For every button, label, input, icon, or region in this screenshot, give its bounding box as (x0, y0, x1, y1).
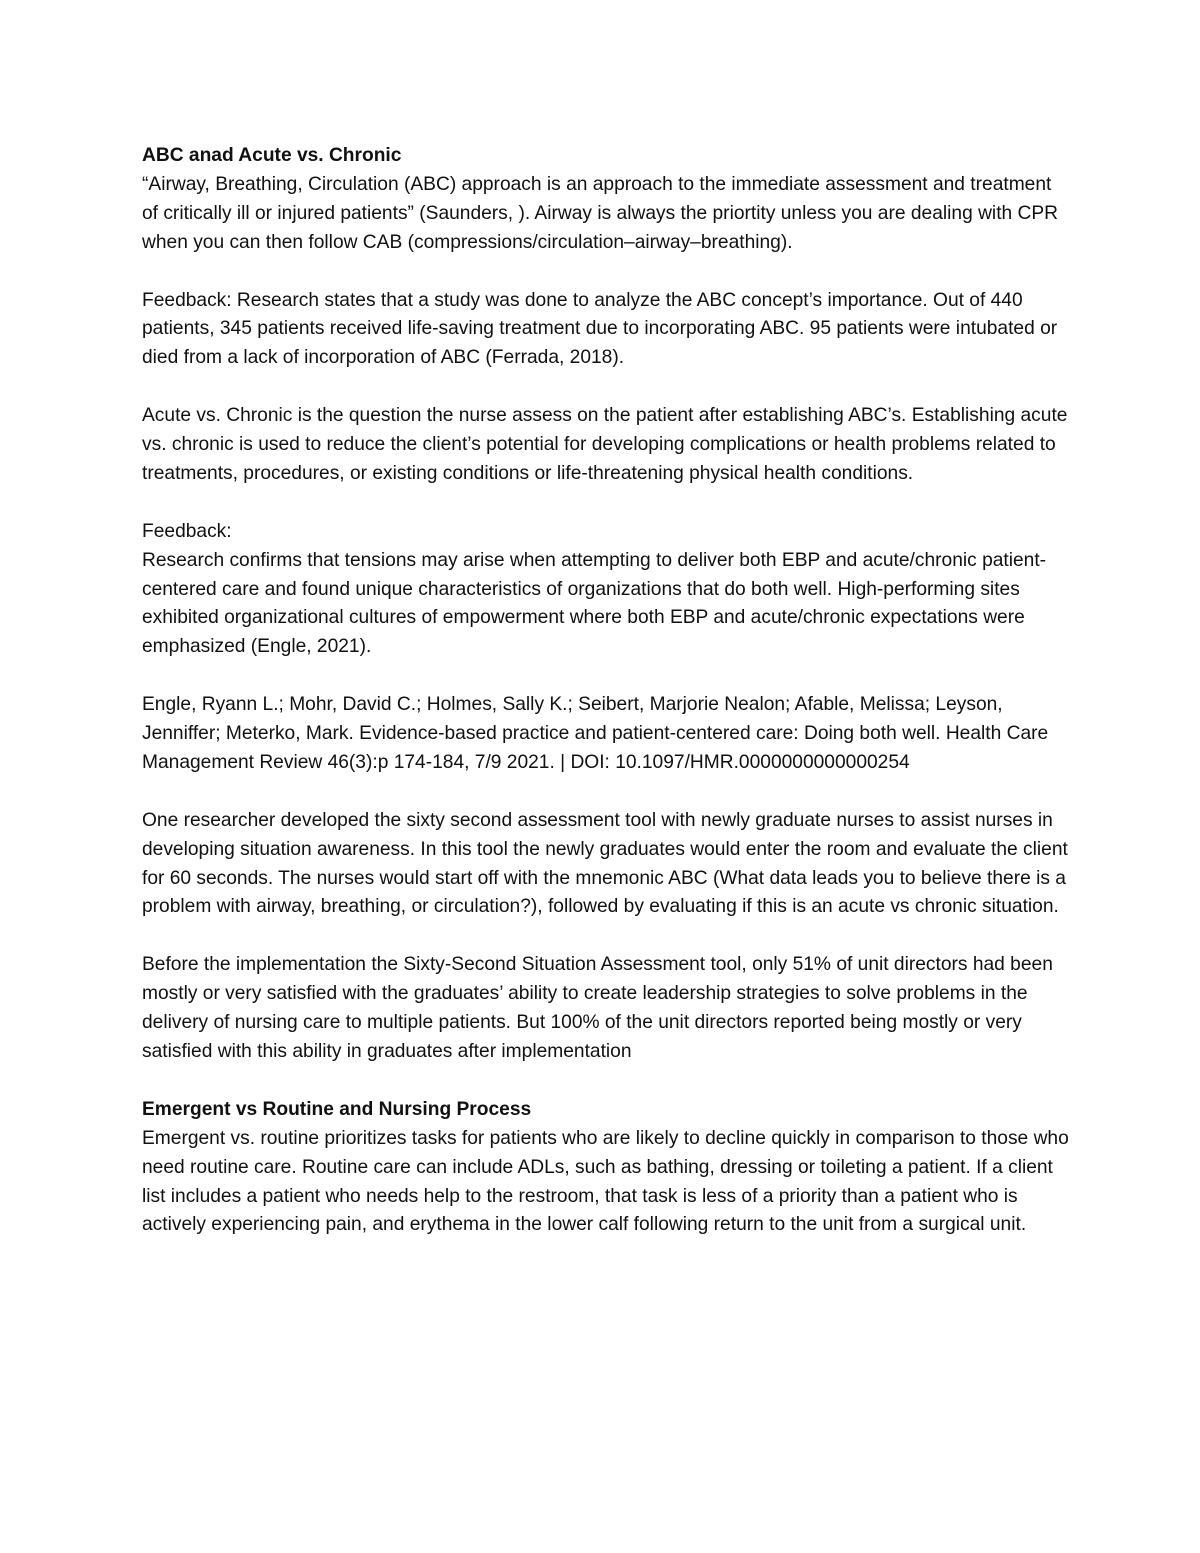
emergent-routine-paragraph: Emergent vs. routine prioritizes tasks for patients who are likely to decline quickly in comparison to those who need routine care. Routine care can include ADLs, such as bathing, dressing or toileting a patient. If a client list includes a patient who needs help to the restroom, that task is less of a priority than a patient who is actively experiencing pain, and erythema in the lower calf following return to the unit from a surgical unit. (142, 1127, 1069, 1236)
sixty-second-tool-paragraph: One researcher developed the sixty second assessment tool with newly graduate nurses to assist nurses in developing situation awareness. In this tool the newly graduates would enter the room and evaluate the client for 60 seconds. The nurses would start off with the mnemonic ABC (What data leads you to believe there is a problem with airway, breathing, or circulation?), followed by evaluating if this is an acute vs chronic situation. (142, 809, 1068, 918)
acute-chronic-paragraph: Acute vs. Chronic is the question the nurse assess on the patient after establishing ABC’s. Establishing acute vs. chronic is used to reduce the client’s potential for developing complications or health problems related to treatments, procedures, or existing conditions or life-threatening physical health conditions. (142, 405, 1068, 484)
document-body (142, 142, 1072, 1240)
section-abc-acute-chronic (142, 142, 1072, 258)
reference-citation: Engle, Ryann L.; Mohr, David C.; Holmes, Sally K.; Seibert, Marjorie Nealon; Afable, Melissa; Leyson, Jenniffer; Meterko, Mark. Evidence-based practice and patient-centered care: Doing both well. Health Care Management Review 46(3):p 174-184, 7/9 2021. | DOI: 10.1097/HMR.0000000000000254 (142, 694, 1049, 773)
section-heading: Emergent vs Routine and Nursing Process (142, 1098, 532, 1120)
section-emergent-routine (142, 1096, 1072, 1241)
abc-definition-paragraph: “Airway, Breathing, Circulation (ABC) approach is an approach to the immediate assessment and treatment of critically ill or injured patients” (Saunders, ). Airway is always the priortity unless you are dealing with CPR when you can then follow CAB (compressions/circulation–airway–breathing). (142, 173, 1059, 253)
feedback-ebp-block (142, 518, 1072, 663)
feedback-ebp-paragraph: Research confirms that tensions may arise when attempting to deliver both EBP and acute/chronic patient-centered care and found unique characteristics of organizations that do both well. High-performing sites exhibited organizational cultures of empowerment where both EBP and acute/chronic expectations were emphasized (Engle, 2021). (142, 549, 1047, 658)
section-heading: ABC anad Acute vs. Chronic (142, 145, 402, 166)
feedback-abc-paragraph: Feedback: Research states that a study was done to analyze the ABC concept’s importance. Out of 440 patients, 345 patients received life-saving treatment due to incorporating ABC. 95 patients were intubated or died from a lack of incorporation of ABC (Ferrada, 2018). (142, 289, 1058, 369)
feedback-label: Feedback: (142, 520, 232, 542)
implementation-results-paragraph: Before the implementation the Sixty-Second Situation Assessment tool, only 51% of unit directors had been mostly or very satisfied with the graduates’ ability to create leadership strategies to solve problems in the delivery of nursing care to multiple patients. But 100% of the unit directors reported being mostly or very satisfied with this ability in graduates after implementation (142, 954, 1053, 1062)
